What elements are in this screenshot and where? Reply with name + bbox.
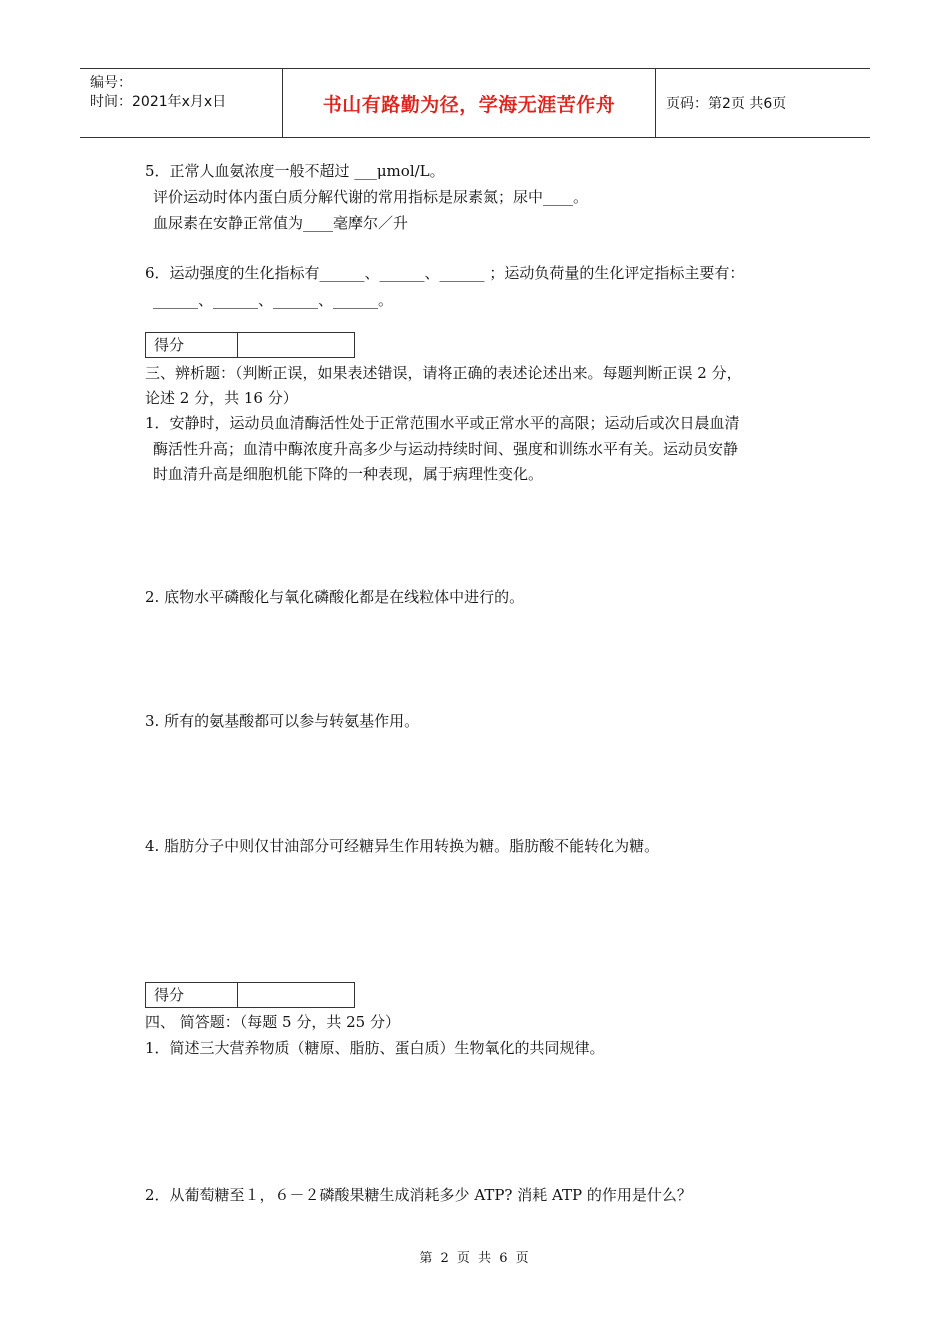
section-4-q1: 1．简述三大营养物质（糖原、脂肪、蛋白质）生物氧化的共同规律。 [145, 1039, 605, 1057]
section-3-q1-line-1: 1．安静时，运动员血清酶活性处于正常范围水平或正常水平的高限；运动后或次日晨血清 [145, 414, 740, 432]
serial-number-label: 编号： [90, 75, 132, 91]
section-3-q1-line-2: 酶活性升高；血清中酶浓度升高多少与运动持续时间、强度和训练水平有关。运动员安静 [153, 440, 739, 458]
question-5-line-3: 血尿素在安静正常值为____毫摩尔／升 [153, 214, 409, 232]
header-meta-cell [80, 69, 283, 137]
date-label: 时间：2021年x月x日 [90, 94, 227, 110]
section-3-q4: 4. 脂肪分子中则仅甘油部分可经糖异生作用转换为糖。脂肪酸不能转化为糖。 [145, 837, 660, 855]
section-4-heading: 四、 简答题：（每题 5 分，共 25 分） [145, 1013, 400, 1031]
score-label: 得分 [146, 983, 238, 1007]
score-box-section-3 [145, 332, 355, 358]
score-box-section-4 [145, 982, 355, 1008]
page-info: 页码：第2页 共6页 [666, 96, 787, 112]
question-6-line-2: ______、______、______、______。 [153, 291, 394, 309]
question-5-line-2: 评价运动时体内蛋白质分解代谢的常用指标是尿素氮；尿中____。 [153, 188, 589, 206]
section-4-q2: 2．从葡萄糖至１，６－２磷酸果糖生成消耗多少 ATP? 消耗 ATP 的作用是什么？ [145, 1186, 692, 1204]
page-footer: 第 2 页 共 6 页 [419, 1251, 531, 1266]
question-5-line-1: 5．正常人血氨浓度一般不超过 ___μmol/L。 [145, 162, 445, 180]
header-motto-cell [283, 69, 656, 137]
score-label: 得分 [146, 333, 238, 357]
section-3-heading-line-2: 论述 2 分，共 16 分） [145, 389, 298, 407]
section-3-q1-line-3: 时血清升高是细胞机能下降的一种表现，属于病理性变化。 [153, 465, 544, 483]
section-3-q3: 3. 所有的氨基酸都可以参与转氨基作用。 [145, 712, 420, 730]
header-page-cell [656, 69, 870, 137]
question-6-line-1: 6．运动强度的生化指标有______、______、______ ；运动负荷量的生化评定指标主要有： [145, 264, 745, 282]
motto-text: 书山有路勤为径，学海无涯苦作舟 [322, 93, 616, 116]
page-header [80, 68, 870, 138]
section-3-q2: 2. 底物水平磷酸化与氧化磷酸化都是在线粒体中进行的。 [145, 588, 525, 606]
section-3-heading-line-1: 三、辨析题：（判断正误，如果表述错误，请将正确的表述论述出来。每题判断正误 2 分， [145, 364, 742, 382]
